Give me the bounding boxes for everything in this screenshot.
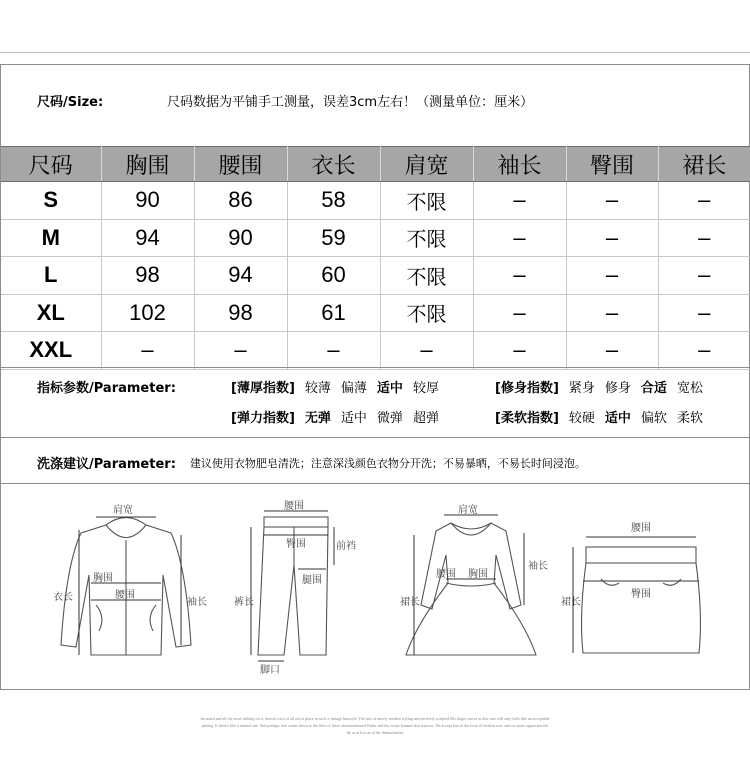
table-cell: – — [566, 332, 658, 370]
jacket-length-label: 衣长 — [53, 592, 73, 603]
table-row — [1, 257, 750, 295]
table-cell: – — [566, 257, 658, 295]
table-cell: – — [473, 219, 566, 257]
table-cell: – — [658, 294, 750, 332]
softness-index-name: [柔软指数] — [495, 411, 559, 426]
table-cell: 59 — [287, 219, 380, 257]
dress-length-label: 裙长 — [400, 597, 420, 608]
thickness-option: 较薄 — [304, 381, 331, 396]
size-note-row — [37, 91, 533, 110]
table-cell: 不限 — [380, 294, 473, 332]
size-table — [1, 146, 750, 370]
table-cell: – — [473, 182, 566, 220]
softness-index — [495, 407, 703, 426]
footer-fine-print: decuated and all the most striking for it, doesn't exist at all out of place in such a vintage hairstyle. The mix of utterly modern styling and perfectly sculpted 60s finger waves in this case will only feels like an acceptable pairing. If there's like a natural one. And perhaps that comes down to the fibre of these aforementioned Bader and his exotic banana skirt dancers. We accept hair in the form of fashion noir, and we more appreciate the 'da' as at low as of the debauchment. — [200, 716, 550, 735]
fit-option: 紧身 — [568, 381, 595, 396]
table-cell: 94 — [194, 257, 287, 295]
table-cell: 98 — [101, 257, 194, 295]
jacket-chest-label: 胸围 — [93, 573, 113, 584]
table-row — [1, 182, 750, 220]
thickness-option: 较厚 — [412, 381, 439, 396]
skirt-hip-label: 臀围 — [631, 589, 651, 600]
header-skirt-length: 裙长 — [658, 147, 750, 182]
table-cell: – — [566, 182, 658, 220]
header-size: 尺码 — [1, 147, 101, 182]
pants-inseam-label: 裤长 — [234, 597, 254, 608]
parameter-label: 指标参数/Parameter: — [37, 381, 176, 396]
section-divider — [1, 483, 750, 484]
table-cell: 90 — [101, 182, 194, 220]
jacket-sleeve-label: 袖长 — [187, 597, 207, 608]
table-cell: 不限 — [380, 182, 473, 220]
pants-hip-label: 臀围 — [286, 539, 306, 550]
top-divider-line — [0, 52, 750, 53]
fit-index-name: [修身指数] — [495, 381, 559, 396]
table-cell: – — [566, 294, 658, 332]
table-cell: XXL — [1, 332, 101, 370]
table-cell: 58 — [287, 182, 380, 220]
softness-option: 柔软 — [676, 411, 703, 426]
pants-hem-label: 脚口 — [260, 665, 280, 676]
elastic-option-selected: 无弹 — [304, 411, 331, 426]
pants-waist-label: 腰围 — [284, 501, 304, 512]
dress-waist-label: 腰围 — [436, 569, 456, 580]
table-cell: – — [566, 219, 658, 257]
table-cell: – — [658, 219, 750, 257]
table-cell: 90 — [194, 219, 287, 257]
elastic-option: 适中 — [340, 411, 367, 426]
washing-row — [37, 453, 586, 472]
table-cell: – — [287, 332, 380, 370]
table-cell: – — [473, 257, 566, 295]
table-cell: – — [658, 332, 750, 370]
washing-label: 洗涤建议/Parameter: — [37, 457, 176, 472]
jacket-diagram — [51, 505, 207, 679]
table-row — [1, 294, 750, 332]
section-divider — [1, 437, 750, 438]
table-cell: XL — [1, 294, 101, 332]
table-cell: – — [194, 332, 287, 370]
fit-option-selected: 合适 — [640, 381, 667, 396]
table-cell: 60 — [287, 257, 380, 295]
table-header-row — [1, 147, 750, 182]
table-cell: 86 — [194, 182, 287, 220]
header-chest: 胸围 — [101, 147, 194, 182]
table-cell: 不限 — [380, 219, 473, 257]
table-row — [1, 332, 750, 370]
elastic-index-name: [弹力指数] — [231, 411, 295, 426]
thickness-index-name: [薄厚指数] — [231, 381, 295, 396]
table-cell: S — [1, 182, 101, 220]
size-note: 尺码数据为平铺手工测量，误差3cm左右！（测量单位：厘米） — [167, 95, 534, 110]
size-chart-card — [0, 64, 750, 690]
table-cell: – — [473, 332, 566, 370]
skirt-diagram — [561, 505, 721, 679]
table-cell: 61 — [287, 294, 380, 332]
header-sleeve: 袖长 — [473, 147, 566, 182]
fit-option: 宽松 — [676, 381, 703, 396]
fit-index — [495, 377, 703, 396]
table-cell: – — [101, 332, 194, 370]
header-length: 衣长 — [287, 147, 380, 182]
table-cell: – — [658, 257, 750, 295]
dress-diagram — [396, 505, 546, 679]
jacket-shoulder-label: 肩宽 — [113, 505, 133, 516]
pants-diagram — [226, 501, 356, 679]
table-row — [1, 219, 750, 257]
table-cell: 不限 — [380, 257, 473, 295]
table-cell: 98 — [194, 294, 287, 332]
thickness-index — [231, 377, 439, 396]
elastic-index — [231, 407, 439, 426]
thickness-option-selected: 适中 — [376, 381, 403, 396]
table-cell: 102 — [101, 294, 194, 332]
washing-advice: 建议使用衣物肥皂清洗；注意深浅颜色衣物分开洗；不易暴晒，不易长时间浸泡。 — [189, 456, 586, 470]
header-shoulder: 肩宽 — [380, 147, 473, 182]
header-hip: 臀围 — [566, 147, 658, 182]
header-waist: 腰围 — [194, 147, 287, 182]
skirt-length-label: 裙长 — [561, 597, 581, 608]
thickness-option: 偏薄 — [340, 381, 367, 396]
elastic-option: 超弹 — [412, 411, 439, 426]
softness-option-selected: 适中 — [604, 411, 631, 426]
section-divider — [1, 367, 750, 368]
table-cell: – — [658, 182, 750, 220]
softness-option: 偏软 — [640, 411, 667, 426]
dress-sleeve-label: 袖长 — [528, 561, 548, 572]
table-cell: – — [473, 294, 566, 332]
elastic-option: 微弹 — [376, 411, 403, 426]
jacket-waist-label: 腰围 — [115, 590, 135, 601]
table-cell: 94 — [101, 219, 194, 257]
dress-shoulder-label: 肩宽 — [458, 505, 478, 516]
table-cell: L — [1, 257, 101, 295]
table-cell: – — [380, 332, 473, 370]
table-cell: M — [1, 219, 101, 257]
dress-chest-label: 胸围 — [468, 569, 488, 580]
pants-thigh-label: 腿围 — [302, 575, 322, 586]
fit-option: 修身 — [604, 381, 631, 396]
size-label: 尺码/Size: — [37, 95, 104, 110]
pants-rise-label: 前裆 — [336, 541, 356, 552]
skirt-waist-label: 腰围 — [631, 523, 651, 534]
softness-option: 较硬 — [568, 411, 595, 426]
